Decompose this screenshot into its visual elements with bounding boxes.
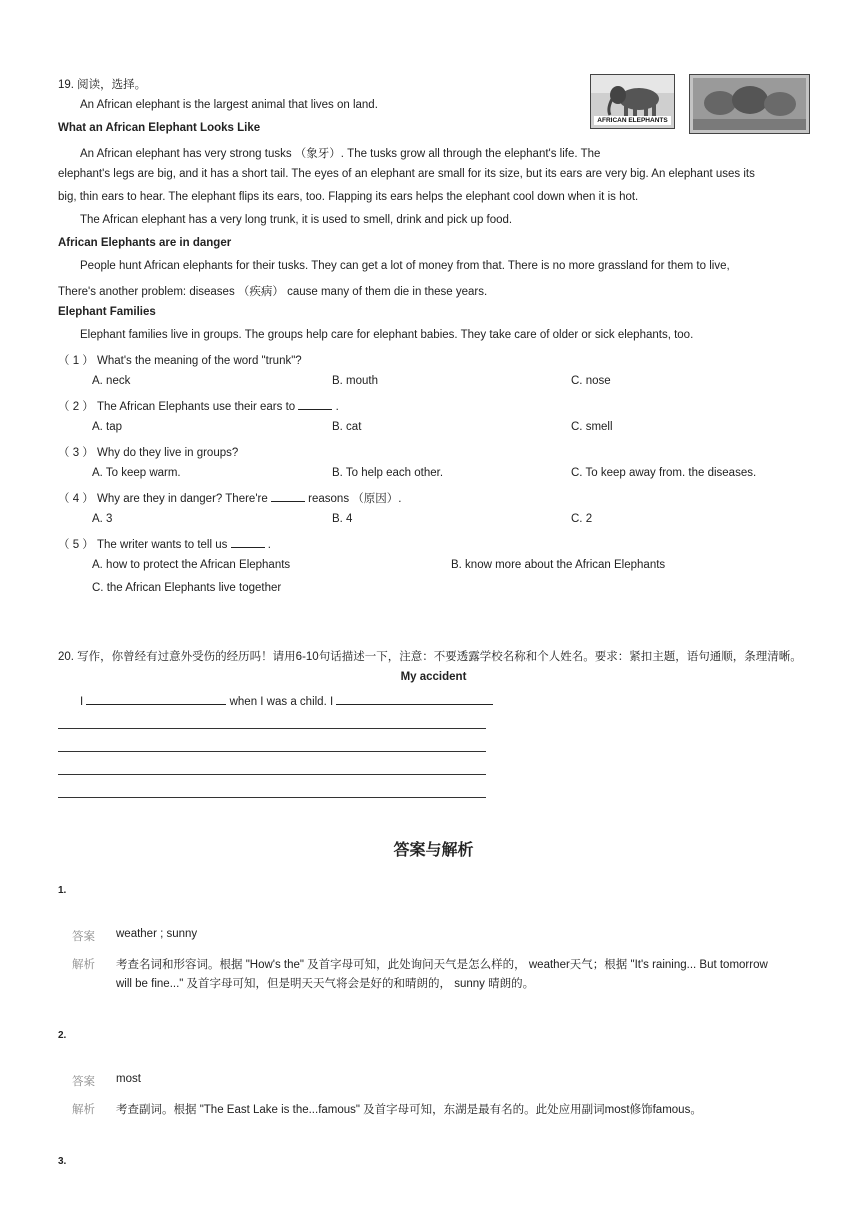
essay-title: My accident: [400, 671, 467, 683]
african-elephant-photo: [590, 74, 675, 129]
section-heading-danger: African Elephants are in danger: [58, 237, 232, 249]
option-b[interactable]: B. cat: [332, 421, 362, 433]
question-3: [58, 444, 238, 460]
analysis-label: 解析: [72, 959, 95, 971]
option-b[interactable]: B. know more about the African Elephants: [451, 559, 666, 571]
q20-title: 20. 写作，你曾经有过意外受伤的经历吗！请用6-10句话描述一下，注意：不要透露学校名称和个人姓名。要求：紧扣主题，语句通顺，条理清晰。: [58, 651, 802, 663]
essay-blank-2[interactable]: [336, 694, 493, 705]
question-4: [58, 490, 401, 506]
answers-heading: 答案与解析: [393, 842, 474, 859]
section-heading-looks: What an African Elephant Looks Like: [58, 122, 261, 134]
passage-p1-line3: big, thin ears to hear. The elephant flips its ears, too. Flapping its ears helps the elephant cool down when it is hot.: [58, 191, 639, 203]
q19-intro: An African elephant is the largest animal that lives on land.: [80, 99, 378, 111]
option-c[interactable]: C. the African Elephants live together: [92, 582, 282, 594]
essay-writing-line[interactable]: [58, 751, 486, 752]
answer-number: 1.: [58, 885, 67, 896]
question-text: The African Elephants use their ears to: [97, 401, 296, 413]
question-1: [58, 352, 302, 368]
question-number: （ 1 ）: [58, 355, 94, 367]
question-text-end: reasons （原因）.: [308, 493, 402, 505]
question-2: [58, 398, 339, 414]
passage-p2: The African elephant has a very long trunk, it is used to smell, drink and pick up food.: [80, 214, 513, 226]
option-c[interactable]: C. To keep away from. the diseases.: [571, 467, 757, 479]
question-text: What's the meaning of the word "trunk"?: [97, 355, 302, 367]
section-heading-families: Elephant Families: [58, 306, 156, 318]
analysis-text-line2: will be fine..." 及首字母可知，但是明天天气将会是好的和晴朗的， sunny 晴朗的。: [116, 978, 535, 990]
elephant-herd-illustration: [690, 75, 809, 133]
passage-p4: Elephant families live in groups. The groups help care for elephant babies. They take care of older or sick elephants, too.: [80, 329, 694, 341]
passage-p1-line2: elephant's legs are big, and it has a short tail. The eyes of an elephant are small for its size, but its ears are very big. An elephant uses its: [58, 168, 755, 180]
question-text: Why are they in danger? There're: [97, 493, 268, 505]
question-5: [58, 536, 271, 552]
option-a[interactable]: A. 3: [92, 513, 113, 525]
question-text: The writer wants to tell us: [97, 539, 228, 551]
answer-blank[interactable]: [298, 399, 332, 410]
option-c[interactable]: C. nose: [571, 375, 611, 387]
passage-p3-line2: There's another problem: diseases （疾病） cause many of them die in these years.: [58, 286, 488, 298]
essay-writing-line[interactable]: [58, 728, 486, 729]
essay-line-start: I: [80, 696, 84, 708]
option-b[interactable]: B. mouth: [332, 375, 379, 387]
answer-blank[interactable]: [271, 491, 305, 502]
essay-writing-line[interactable]: [58, 774, 486, 775]
question-number: （ 3 ）: [58, 447, 94, 459]
question-text-end: .: [267, 539, 271, 551]
option-a[interactable]: A. neck: [92, 375, 131, 387]
elephant-herd-photo: [689, 74, 810, 134]
essay-writing-line[interactable]: [58, 797, 486, 798]
analysis-label: 解析: [72, 1104, 95, 1116]
answer-number: 3.: [58, 1156, 67, 1167]
q19-title: 19. 阅读，选择。: [58, 79, 147, 91]
analysis-text-line1: 考查名词和形容词。根据 "How's the" 及首字母可知，此处询问天气是怎么样的， weather天气；根据 "It's raining... But tomorrow: [116, 959, 768, 971]
option-b[interactable]: B. 4: [332, 513, 353, 525]
option-a[interactable]: A. To keep warm.: [92, 467, 181, 479]
question-number: （ 4 ）: [58, 493, 94, 505]
image-caption: AFRICAN ELEPHANTS: [594, 116, 671, 125]
essay-first-line: [80, 694, 493, 708]
essay-blank-1[interactable]: [86, 694, 226, 705]
option-a[interactable]: A. how to protect the African Elephants: [92, 559, 291, 571]
answer-text: weather ; sunny: [116, 928, 198, 940]
question-number: （ 2 ）: [58, 401, 94, 413]
question-text: Why do they live in groups?: [97, 447, 239, 459]
question-number: （ 5 ）: [58, 539, 94, 551]
answer-text: most: [116, 1073, 141, 1085]
option-c[interactable]: C. 2: [571, 513, 593, 525]
passage-p3-line1: People hunt African elephants for their tusks. They can get a lot of money from that. There is no more grassland for them to live,: [80, 260, 730, 272]
analysis-text-line1: 考查副词。根据 "The East Lake is the...famous" 及首字母可知，东湖是最有名的。此处应用副词most修饰famous。: [116, 1104, 702, 1116]
answer-number: 2.: [58, 1030, 67, 1041]
passage-p1-line1: An African elephant has very strong tusks （象牙）. The tusks grow all through the elephant's life. The: [80, 148, 601, 160]
answer-label: 答案: [72, 931, 95, 943]
answer-label: 答案: [72, 1076, 95, 1088]
option-b[interactable]: B. To help each other.: [332, 467, 444, 479]
question-text-end: .: [335, 401, 339, 413]
option-c[interactable]: C. smell: [571, 421, 613, 433]
answer-blank[interactable]: [231, 537, 265, 548]
option-a[interactable]: A. tap: [92, 421, 123, 433]
essay-line-mid: when I was a child. I: [229, 696, 334, 708]
